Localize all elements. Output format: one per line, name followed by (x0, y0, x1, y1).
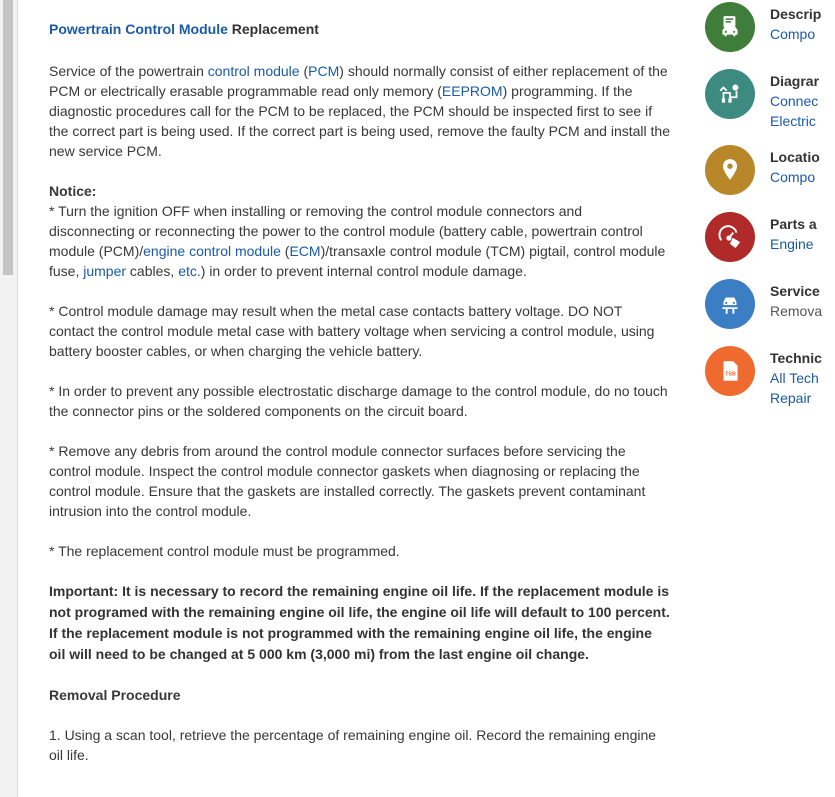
sidebar-item-link[interactable]: Connec (770, 93, 819, 109)
sidebar-icon-circle (705, 346, 755, 396)
sidebar-text (770, 348, 822, 408)
sidebar-text (770, 71, 819, 131)
sidebar-text (770, 214, 817, 254)
sidebar-item-title: Descrip (770, 6, 822, 22)
tsb-document-icon (717, 358, 743, 384)
service-lift-icon (717, 291, 743, 317)
sidebar-item-parts[interactable] (705, 212, 835, 272)
notice-item: * Remove any debris from around the control module connector surfaces before servicing the control module. Inspect the control module connector gaskets when diagnosing or replacing the control module. Ensure that the gaskets are installed correctly. The gaskets prevent contaminant intrusion into the control module. (49, 443, 646, 519)
sidebar-item-link[interactable]: Electric (770, 113, 816, 129)
eeprom-link[interactable]: EEPROM (441, 83, 503, 99)
sidebar-item-locations[interactable] (705, 145, 835, 205)
title-rest: Replacement (227, 21, 319, 37)
sidebar-item-diagrams[interactable] (705, 69, 835, 129)
sidebar-item-link[interactable]: Repair (770, 390, 812, 406)
sidebar-item-link[interactable]: Compo (770, 26, 816, 42)
notice-text: ) in order to prevent internal control module damage. (200, 263, 527, 279)
scrollbar-thumb[interactable] (3, 0, 13, 275)
location-pin-icon (717, 157, 743, 183)
sidebar-icon-circle (705, 212, 755, 262)
sidebar-item-link[interactable]: Engine (770, 236, 814, 252)
notice-item: * In order to prevent any possible electrostatic discharge damage to the control module, do no touch the connector pins or the soldered components on the circuit board. (49, 383, 668, 419)
sidebar-item-service[interactable] (705, 279, 835, 339)
sidebar-item-technical-bulletins[interactable] (705, 346, 835, 406)
notice-item (49, 201, 671, 281)
title-link[interactable]: Powertrain Control Module (49, 21, 228, 37)
notice-text: ( (280, 243, 290, 259)
notice-text: cables, (126, 263, 179, 279)
notice-item: * The replacement control module must be programmed. (49, 543, 400, 559)
sidebar-item-title: Parts a (770, 216, 817, 232)
sidebar-icon-circle (705, 145, 755, 195)
left-scroll-gutter (0, 0, 18, 797)
intro-text: ( (299, 63, 309, 79)
procedure-step: 1. Using a scan tool, retrieve the percentage of remaining engine oil. Record the remaining engine oil life. (49, 727, 657, 763)
sidebar-icon-circle (705, 69, 755, 119)
sidebar-item-description[interactable] (705, 2, 835, 62)
page-title (49, 20, 671, 38)
notice-text: )/transaxle control module (TCM) pigtail, control module fuse, (49, 243, 666, 279)
pcm-link[interactable]: PCM (308, 63, 340, 79)
control-module-link[interactable]: control module (207, 63, 300, 79)
sidebar-item-link[interactable]: Compo (770, 169, 816, 185)
vehicle-doc-icon (717, 14, 743, 40)
notice-text: * Turn the ignition OFF when installing or removing the control module connectors and disconnecting or reconnecting the power to the control module (battery cable, powertrain control module (PCM)/ (49, 203, 643, 259)
sidebar-text (770, 281, 822, 321)
intro-text: ) should normally consist of either replacement of the PCM or electrically erasable programmable read only memory ( (49, 63, 668, 99)
etc-link[interactable]: etc. (178, 263, 201, 279)
notice-label: Notice: (49, 183, 97, 199)
sidebar-text (770, 147, 820, 187)
sidebar-icon-circle (705, 279, 755, 329)
tsb-badge-label: TSB (725, 371, 736, 378)
sidebar-text (770, 4, 821, 44)
intro-paragraph (49, 61, 671, 161)
article-body (49, 20, 671, 785)
notice-item: * Control module damage may result when the metal case contacts battery voltage. DO NOT contact the control module metal case with battery voltage when servicing a control module, using battery booster cables, or when charging the vehicle battery. (49, 303, 655, 359)
important-note: Important: It is necessary to record the remaining engine oil life. If the replacement module is not programed with the remaining engine oil life, the engine oil life will default to 100 percent. If the replacement module is not programmed with the remaining engine oil life, the engine oil will need to be changed at 5 000 km (3,000 mi) from the last engine oil change. (49, 583, 670, 662)
intro-text: ) programming. If the diagnostic procedures call for the PCM to be replaced, the PCM should be inspected first to see if the correct part is being used. If the correct part is being used, remove the faulty PCM and install the new service PCM. (49, 83, 670, 159)
jumper-link[interactable]: jumper (83, 263, 127, 279)
ecm-full-link[interactable]: engine control module (143, 243, 281, 259)
removal-procedure-heading: Removal Procedure (49, 687, 181, 703)
sidebar-item-title: Service (770, 283, 820, 299)
ecm-link[interactable]: ECM (289, 243, 321, 259)
sidebar-item-subtitle: Remova (770, 303, 823, 319)
sidebar-icon-circle (705, 2, 755, 52)
sidebar-item-title: Diagrar (770, 73, 820, 89)
parts-gauge-icon (717, 224, 743, 250)
sidebar-item-title: Locatio (770, 149, 820, 165)
sidebar-item-link[interactable]: All Tech (770, 370, 819, 386)
sidebar-item-title: Technic (770, 350, 822, 366)
intro-text: Service of the powertrain (49, 63, 208, 79)
diagram-icon (717, 81, 743, 107)
